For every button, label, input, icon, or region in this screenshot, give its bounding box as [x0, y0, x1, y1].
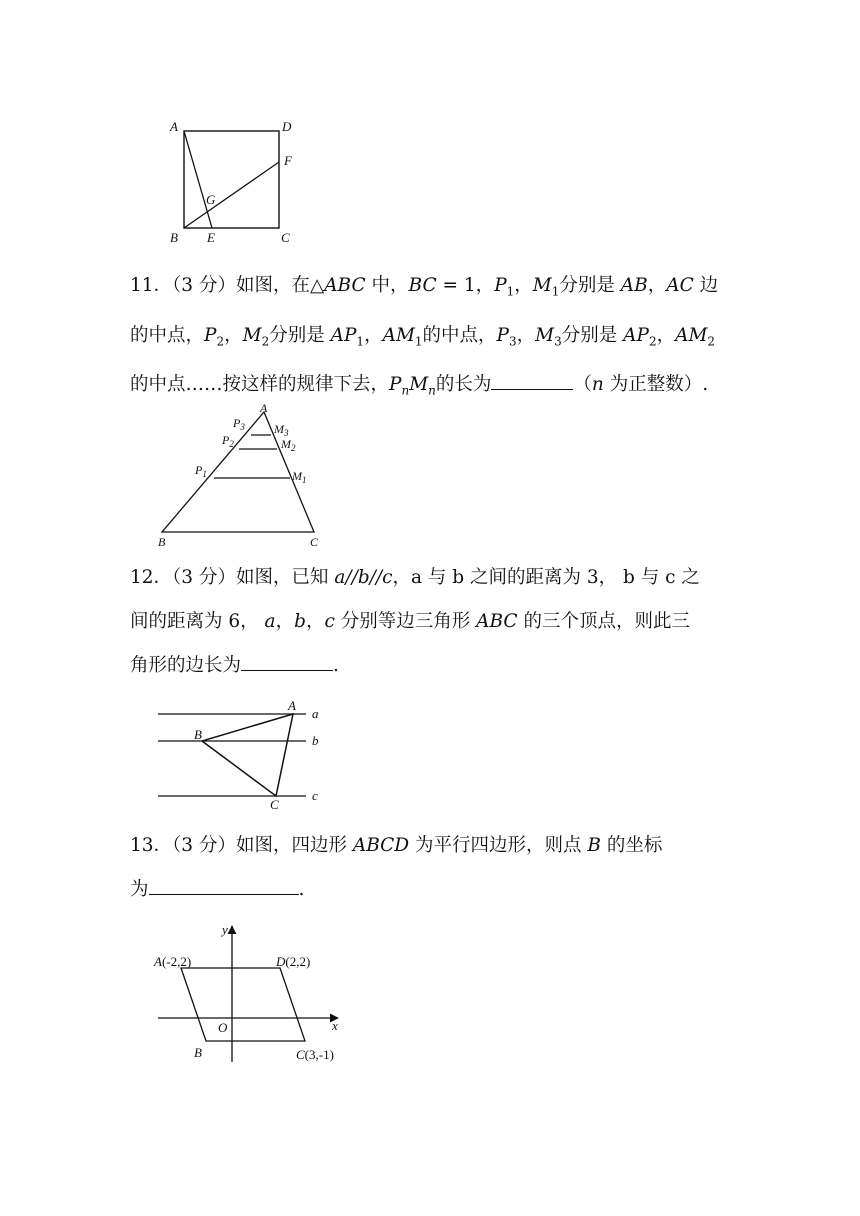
parallelogram-abcd: [181, 968, 305, 1041]
q11-comma-1: ，: [514, 275, 533, 296]
label-B: B: [194, 727, 202, 742]
q11-comma-5: ，: [516, 324, 536, 346]
q11-ap2-sub: 2: [648, 334, 657, 349]
q11-am2: AM: [675, 324, 708, 346]
q11-m1: M: [532, 275, 552, 296]
q11-comma-6: ，: [656, 324, 676, 346]
q12-score: （3 分）: [172, 567, 236, 588]
q11-mn: M: [409, 374, 429, 396]
q11-text-8: 分别是: [269, 324, 331, 346]
segment-bf: [184, 162, 279, 228]
q11-pn-sub: n: [401, 384, 410, 399]
q12-comma-2: ，: [305, 611, 325, 632]
q13-b: B: [587, 835, 602, 856]
q13-score: （3 分）: [172, 835, 236, 856]
q11-ab: AB: [620, 275, 648, 296]
figure-parallel-lines-triangle: [150, 698, 340, 810]
label-C: C(3,-1): [296, 1047, 334, 1062]
q12-comma-1: ，: [275, 611, 295, 632]
segment-ae: [184, 131, 212, 228]
q13-text-2: 为平行四边形，则点: [409, 835, 588, 856]
q11-ap1: AP: [330, 324, 357, 346]
label-B: B: [170, 230, 178, 245]
label-D: D(2,2): [276, 954, 311, 969]
q11-p3: P: [496, 324, 509, 346]
q11-text-4: 分别是: [559, 275, 621, 296]
label-y: y: [222, 922, 228, 937]
q11-ap1-sub: 1: [356, 334, 365, 349]
q11-am1: AM: [382, 324, 415, 346]
q13-number: 13．: [130, 835, 173, 856]
q12-c: c: [324, 611, 335, 632]
label-C: C: [310, 535, 319, 549]
q13-abcd: ABCD: [352, 835, 410, 856]
figure-coordinate-parallelogram: [150, 922, 360, 1064]
q12-b: b: [294, 611, 306, 632]
figure-triangle-midpoints: [150, 402, 340, 550]
q11-text-10: 分别是: [561, 324, 624, 346]
q11-ap2: AP: [623, 324, 649, 346]
q11-p1: P: [494, 275, 507, 296]
q13-text-4: 为: [130, 879, 149, 900]
q12-text-2: ，a 与 b 之间的距离为 3， b 与 c 之: [392, 567, 700, 588]
q11-text-2: 中，: [365, 275, 409, 296]
label-P2: $P_2$: [222, 433, 234, 449]
q11-text-9: 的中点，: [422, 324, 497, 346]
q12-text-4: 分别等边三角形: [334, 611, 477, 632]
q12-number: 12．: [130, 567, 173, 588]
figure-square-abcd: [160, 115, 310, 250]
q12-answer-blank[interactable]: [241, 646, 333, 671]
label-line-c: c: [312, 788, 318, 803]
q11-abc: ABC: [324, 275, 366, 296]
label-line-a: a: [312, 706, 319, 721]
q11-comma-2: ，: [647, 275, 667, 296]
q11-bc: BC: [408, 275, 437, 296]
q11-m1-sub: 1: [551, 284, 560, 299]
q11-am2-sub: 2: [707, 334, 716, 349]
q11-p1-sub: 1: [506, 284, 515, 299]
q11-mn-sub: n: [428, 384, 436, 399]
q11-pn: P: [389, 374, 402, 396]
label-M3: $M_3$: [274, 422, 289, 438]
label-G: G: [206, 192, 216, 207]
q11-m2: M: [242, 324, 262, 346]
question-13: [130, 824, 740, 912]
q11-n: n: [591, 374, 604, 396]
q11-number: 11．: [130, 275, 173, 296]
q12-a: a: [264, 611, 276, 632]
q11-text-13: 为正整数）.: [603, 374, 709, 396]
q12-text-5: 的三个顶点，则此三: [517, 611, 690, 632]
label-A: A: [170, 119, 178, 134]
label-A: A: [260, 401, 268, 415]
q11-ac: AC: [666, 275, 694, 296]
label-A: A(-2,2): [154, 954, 192, 969]
question-12: [130, 556, 740, 688]
label-C: C: [270, 797, 279, 812]
triangle-abc: [202, 714, 293, 796]
q11-m2-sub: 2: [261, 334, 270, 349]
label-M2: $M_2$: [281, 437, 296, 453]
q12-text-1: 如图，已知: [235, 567, 335, 588]
q12-text-6: 角形的边长为: [130, 655, 242, 676]
label-F: F: [284, 153, 292, 168]
q11-eq: = 1，: [436, 275, 495, 296]
q13-answer-blank[interactable]: [149, 870, 299, 895]
question-11: [130, 264, 740, 413]
q13-text-3: 的坐标: [601, 835, 663, 856]
q11-text-1: 如图，在△: [235, 275, 325, 296]
q11-text-6: 边: [693, 275, 719, 296]
q11-p3-sub: 3: [509, 334, 517, 349]
q11-p2: P: [204, 324, 217, 346]
q13-text-1: 如图，四边形: [235, 835, 353, 856]
q12-period: .: [333, 655, 339, 676]
q12-parallel: a//b//c: [334, 567, 393, 588]
q11-comma-3: ，: [224, 324, 243, 346]
q13-period: .: [298, 879, 305, 900]
q12-text-3: 间的距离为 6，: [130, 611, 265, 632]
label-line-b: b: [312, 733, 319, 748]
label-B: B: [194, 1045, 202, 1060]
q11-m3: M: [535, 324, 555, 346]
q11-am1-sub: 1: [414, 334, 423, 349]
label-E: E: [207, 230, 215, 245]
label-B: B: [158, 535, 166, 549]
q11-paren: （: [573, 374, 592, 396]
q11-text-12: 的长为: [435, 374, 492, 396]
label-P3: $P_3$: [233, 416, 245, 432]
q11-score: （3 分）: [172, 275, 236, 296]
label-A: A: [288, 698, 296, 713]
q11-text-7: 的中点，: [130, 324, 205, 346]
q11-p2-sub: 2: [216, 334, 225, 349]
label-P1: $P_1$: [195, 463, 207, 479]
q11-answer-blank[interactable]: [491, 365, 573, 390]
label-D: D: [282, 119, 292, 134]
q11-text-11: 的中点……按这样的规律下去，: [130, 374, 390, 396]
label-x: x: [332, 1018, 338, 1033]
q11-m3-sub: 3: [554, 334, 562, 349]
label-C: C: [281, 230, 290, 245]
label-M1: $M_1$: [292, 469, 307, 485]
q11-comma-4: ，: [364, 324, 383, 346]
label-origin: O: [218, 1020, 228, 1035]
q12-ABC: ABC: [476, 611, 518, 632]
